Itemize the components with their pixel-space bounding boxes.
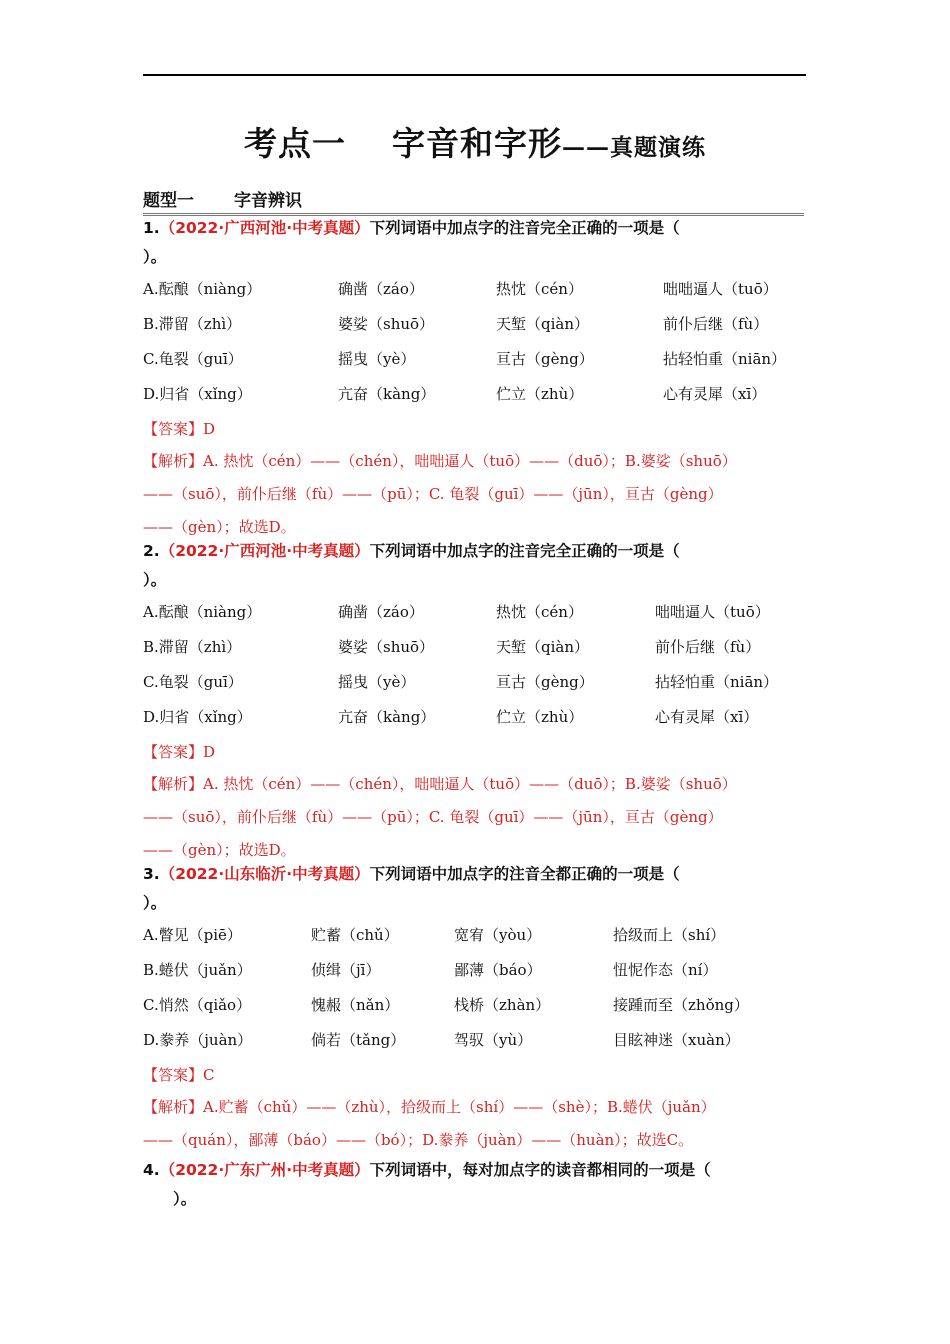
option-item: 拈轻怕重（niān） [655,673,779,691]
option-item: 贮蓄（chǔ） [311,926,399,944]
option-item: 宽宥（yòu） [454,926,542,944]
option-item: B.滞留（zhì） [143,638,242,656]
option-item: 栈桥（zhàn） [454,996,551,1014]
option-item: C.龟裂（guī） [143,350,243,368]
option-item: A.酝酿（niàng） [143,603,262,621]
answer: 【答案】C [143,1066,215,1084]
option-row [143,953,803,988]
question-2 [143,537,803,867]
option-row [143,1023,803,1058]
option-row [143,630,803,665]
option-item: 伫立（zhù） [496,708,584,726]
question-stem: 1.（2022·广西河池·中考真题）下列词语中加点字的注音完全正确的一项是（ [143,219,680,237]
option-item: D.归省（xǐng） [143,708,252,726]
answer: 【答案】D [143,743,216,761]
question-source: （2022·广西河池·中考真题） [159,219,370,237]
option-item: 咄咄逼人（tuō） [655,603,770,621]
question-source: （2022·广东广州·中考真题） [159,1161,370,1179]
option-item: 心有灵犀（xī） [663,385,767,403]
option-item: 伫立（zhù） [496,385,584,403]
top-rule [143,74,806,76]
option-row [143,595,803,630]
option-item: C.龟裂（guī） [143,673,243,691]
option-list [143,272,803,412]
answer: 【答案】D [143,420,216,438]
option-row [143,342,803,377]
option-list [143,918,803,1058]
option-row [143,377,803,412]
option-item: 婆娑（shuō） [338,638,435,656]
option-row [143,272,803,307]
option-item: 忸怩作态（ní） [613,961,718,979]
question-stem: 4.（2022·广东广州·中考真题）下列词语中，每对加点字的读音都相同的一项是（ [143,1161,711,1179]
option-item: 愧赧（nǎn） [311,996,400,1014]
question-stem-end: ）。 [173,1190,197,1208]
question-stem-end: ）。 [143,894,167,912]
option-item: 婆娑（shuō） [338,315,435,333]
option-item: 拾级而上（shí） [613,926,726,944]
option-list [143,595,803,735]
question-stem-end: ）。 [143,248,167,266]
explanation: 【解析】A. 热忱（cén）——（chén），咄咄逼人（tuō）——（duō）；B.婆娑（shuō） ——（suō），前仆后继（fù）——（pū）；C. 龟裂（guī）——（jūn），亘古（gèng） ——（gèn）；故选D。 [143,452,737,536]
question-4 [143,1156,803,1214]
question-3 [143,860,803,1157]
option-item: 亘古（gèng） [496,673,594,691]
option-item: 摇曳（yè） [338,350,416,368]
option-item: D.豢养（juàn） [143,1031,253,1049]
section-heading [143,186,804,216]
option-item: 前仆后继（fù） [663,315,769,333]
option-item: B.滞留（zhì） [143,315,242,333]
section-label: 题型一 [143,191,194,211]
section-name: 字音辨识 [234,191,302,211]
option-item: 亢奋（kàng） [338,708,436,726]
question-source: （2022·广西河池·中考真题） [159,542,370,560]
option-row [143,665,803,700]
explanation: 【解析】A.贮蓄（chǔ）——（zhù），拾级而上（shí）——（shè）；B.蜷伏（juǎn） ——（quán），鄙薄（báo）——（bó）；D.豢养（juàn）——（huàn）；故选C。 [143,1098,716,1149]
option-item: 心有灵犀（xī） [655,708,759,726]
title-main-b: 字音和字形 [392,124,562,163]
option-item: 鄙薄（báo） [454,961,542,979]
option-item: 确凿（záo） [338,603,424,621]
option-item: 前仆后继（fù） [655,638,761,656]
option-row [143,988,803,1023]
title-main-a: 考点一 [244,124,346,163]
option-row [143,307,803,342]
question-stem: 3.（2022·山东临沂·中考真题）下列词语中加点字的注音全都正确的一项是（ [143,865,680,883]
option-item: 亘古（gèng） [496,350,594,368]
option-item: 热忱（cén） [496,603,583,621]
option-row [143,700,803,735]
option-item: 亢奋（kàng） [338,385,436,403]
option-item: 咄咄逼人（tuō） [663,280,778,298]
option-item: A.酝酿（niàng） [143,280,262,298]
option-item: 天堑（qiàn） [496,315,590,333]
option-item: 驾驭（yù） [454,1031,533,1049]
question-stem-end: ）。 [143,571,167,589]
option-item: 拈轻怕重（niān） [663,350,787,368]
option-item: 摇曳（yè） [338,673,416,691]
option-item: 接踵而至（zhǒng） [613,996,749,1014]
option-item: D.归省（xǐng） [143,385,252,403]
option-item: 天堑（qiàn） [496,638,590,656]
option-row [143,918,803,953]
option-item: 侦缉（jī） [311,961,381,979]
option-item: 确凿（záo） [338,280,424,298]
question-source: （2022·山东临沂·中考真题） [159,865,370,883]
option-item: 目眩神迷（xuàn） [613,1031,740,1049]
option-item: C.悄然（qiǎo） [143,996,252,1014]
page-title [0,118,950,165]
option-item: 热忱（cén） [496,280,583,298]
option-item: B.蜷伏（juǎn） [143,961,252,979]
question-stem: 2.（2022·广西河池·中考真题）下列词语中加点字的注音完全正确的一项是（ [143,542,680,560]
option-item: 倘若（tǎng） [311,1031,406,1049]
question-1 [143,214,803,544]
option-item: A.瞥见（piē） [143,926,242,944]
explanation: 【解析】A. 热忱（cén）——（chén），咄咄逼人（tuō）——（duō）；B.婆娑（shuō） ——（suō），前仆后继（fù）——（pū）；C. 龟裂（guī）——（jūn），亘古（gèng） ——（gèn）；故选D。 [143,775,737,859]
title-sub: ——真题演练 [562,134,706,161]
